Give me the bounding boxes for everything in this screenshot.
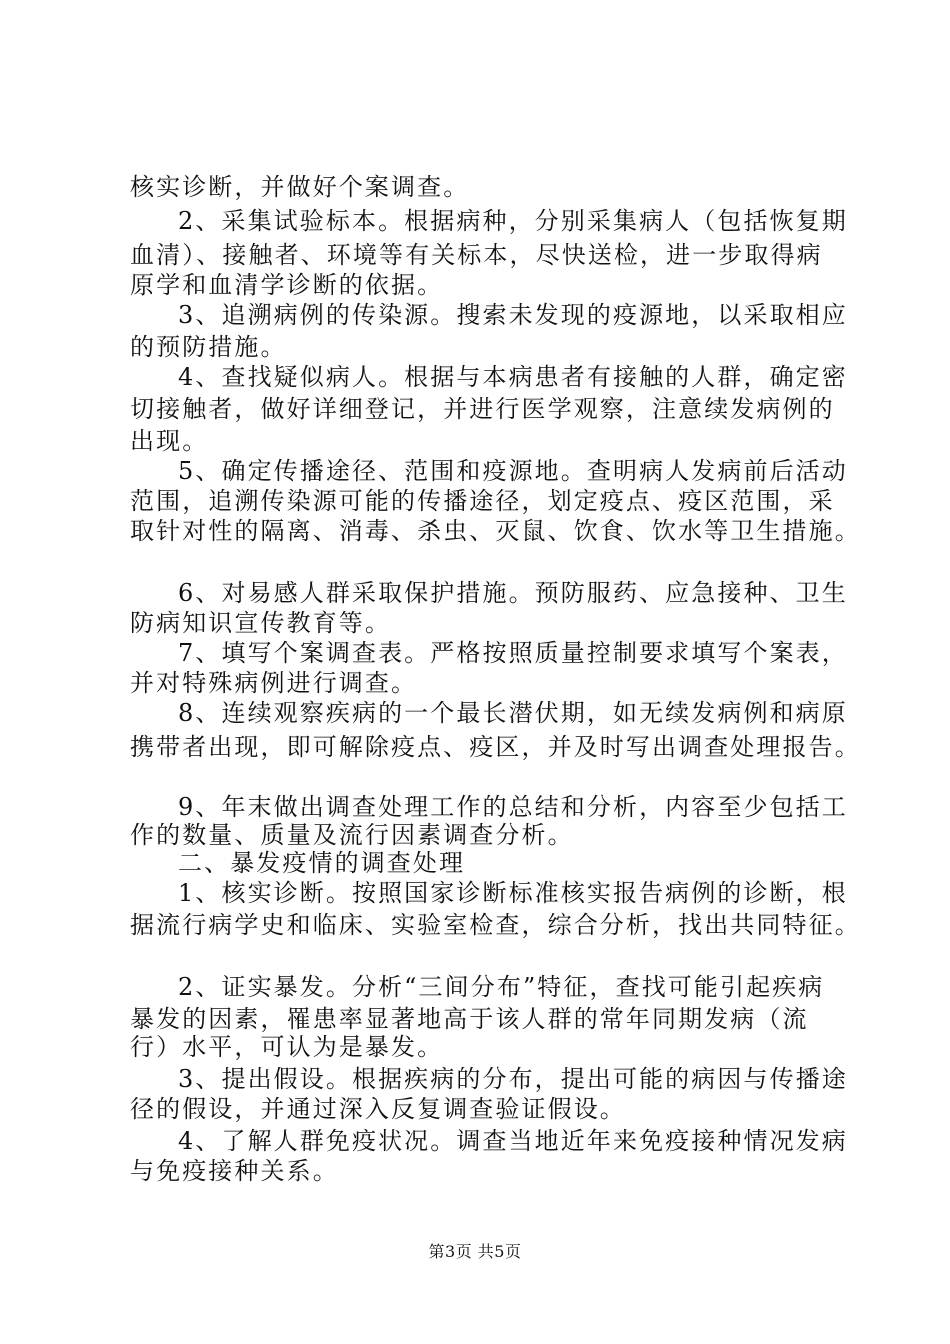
text-line: 并对特殊病例进行调查。	[130, 669, 418, 697]
text-line: 5、确定传播途径、范围和疫源地。查明病人发病前后活动	[178, 457, 848, 485]
text-line: 3、追溯病例的传染源。搜索未发现的疫源地，以采取相应	[178, 301, 848, 329]
text-line: 8、连续观察疾病的一个最长潜伏期，如无续发病例和病原	[178, 699, 848, 727]
text-line: 的预防措施。	[130, 333, 287, 361]
text-line: 7、填写个案调查表。严格按照质量控制要求填写个案表，	[178, 639, 848, 667]
text-line: 据流行病学史和临床、实验室检查，综合分析，找出共同特征。	[130, 911, 861, 939]
text-line: 范围，追溯传染源可能的传播途径，划定疫点、疫区范围，采	[130, 487, 835, 515]
page-number: 第3页 共5页	[428, 1242, 522, 1261]
text-line: 与免疫接种关系。	[130, 1157, 339, 1185]
text-line: 血清）、接触者、环境等有关标本，尽快送检，进一步取得病	[130, 241, 823, 269]
text-line: 4、查找疑似病人。根据与本病患者有接触的人群，确定密	[178, 363, 848, 391]
text-line: 4、了解人群免疫状况。调查当地近年来免疫接种情况发病	[178, 1127, 848, 1155]
text-line: 携带者出现，即可解除疫点、疫区，并及时写出调查处理报告。	[130, 733, 861, 761]
text-line: 核实诊断，并做好个案调查。	[130, 173, 470, 201]
text-line: 1、核实诊断。按照国家诊断标准核实报告病例的诊断，根	[178, 879, 848, 907]
text-line: 原学和血清学诊断的依据。	[130, 271, 444, 299]
text-line: 3、提出假设。根据疾病的分布，提出可能的病因与传播途	[178, 1065, 848, 1093]
text-line: 取针对性的隔离、消毒、杀虫、灭鼠、饮食、饮水等卫生措施。	[130, 517, 861, 545]
text-line: 2、采集试验标本。根据病种，分别采集病人（包括恢复期	[178, 207, 848, 235]
text-line: 暴发的因素，罹患率显著地高于该人群的常年同期发病（流	[130, 1005, 809, 1033]
text-line: 切接触者，做好详细登记，并进行医学观察，注意续发病例的	[130, 395, 835, 423]
text-line: 9、年末做出调查处理工作的总结和分析，内容至少包括工	[178, 793, 848, 821]
section-heading: 二、暴发疫情的调查处理	[178, 849, 466, 877]
text-line: 6、对易感人群采取保护措施。预防服药、应急接种、卫生	[178, 579, 848, 607]
text-line: 出现。	[130, 427, 209, 455]
text-line: 径的假设，并通过深入反复调查验证假设。	[130, 1095, 626, 1123]
text-line: 防病知识宣传教育等。	[130, 609, 391, 637]
text-line: 作的数量、质量及流行因素调查分析。	[130, 821, 574, 849]
text-line: 行）水平，可认为是暴发。	[130, 1033, 444, 1061]
text-line: 2、证实暴发。分析“三间分布”特征，查找可能引起疾病	[178, 973, 825, 1001]
